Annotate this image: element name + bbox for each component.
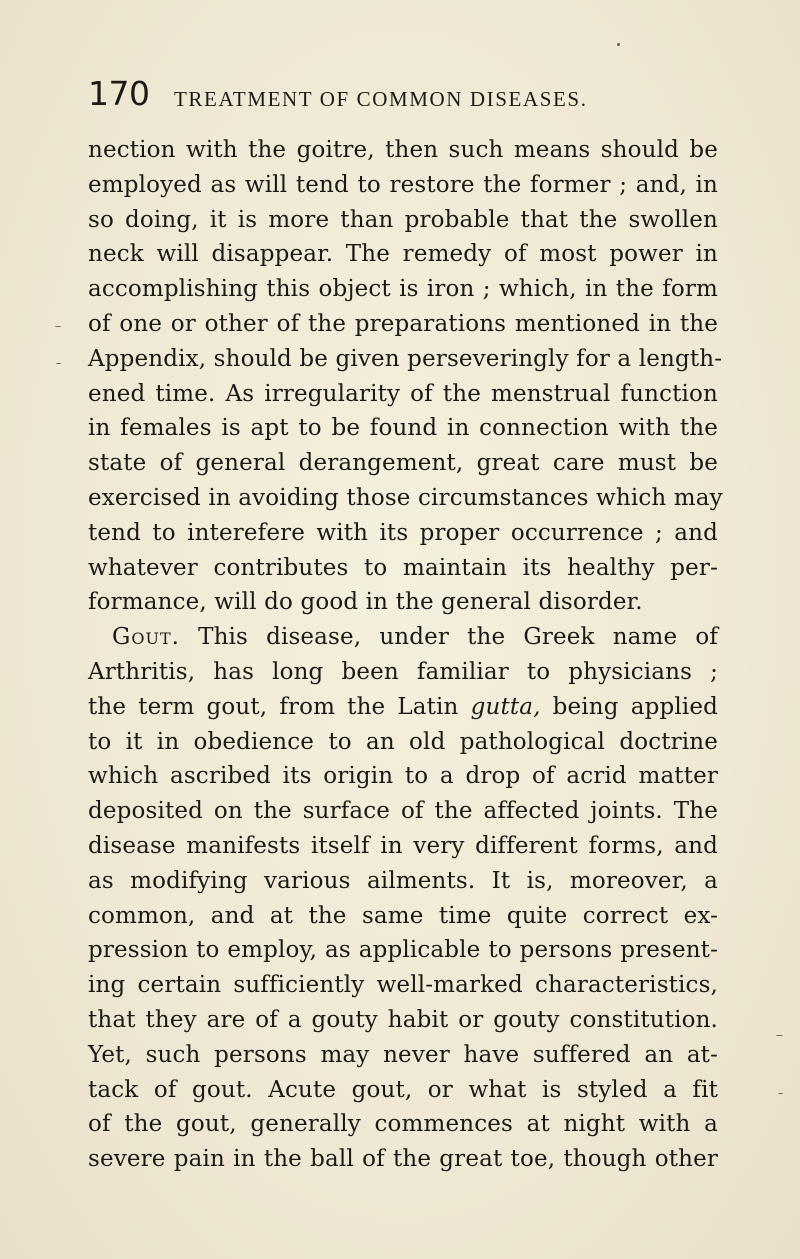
text-line: ing certain sufficiently well-marked characteristics, [88,972,718,999]
paper-mark [776,1035,783,1036]
text-line: which ascribed its origin to a drop of acrid matter [88,763,718,790]
text-line: state of general derangement, great care must be [88,450,718,477]
text-line: neck will disappear. The remedy of most power in [88,241,718,268]
running-title: TREATMENT OF COMMON DISEASES. [174,87,588,111]
text-line: of one or other of the preparations mentioned in the [88,310,718,337]
text-line: of the gout, generally commences at night with a [88,1111,718,1138]
text-line: severe pain in the ball of the great toe, though other [88,1146,718,1173]
text-line: deposited on the surface of the affected joints. The [88,798,718,825]
text-line: so doing, it is more than probable that the swollen [88,206,718,233]
text-line: employed as will tend to restore the former ; and, in [88,171,718,198]
text-line: tack of gout. Acute gout, or what is styled a fit [88,1076,718,1103]
text-line: whatever contributes to maintain its healthy per- [88,554,718,581]
text-line: Appendix, should be given perseveringly for a length- [88,345,723,372]
text-line: Yet, such persons may never have suffered an at- [88,1041,718,1068]
text-line: to it in obedience to an old pathological doctrine [88,728,718,755]
text-line: ened time. As irregularity of the menstrual function [88,380,718,407]
text-line: that they are of a gouty habit or gouty constitution. [88,1006,718,1033]
text-line: pression to employ, as applicable to persons present- [88,937,718,964]
text-fragment: This disease, under the Greek name of [198,624,718,651]
text-line-with-italic [88,690,718,725]
page-header [88,74,728,122]
paper-mark [55,326,61,327]
paper-speck [617,43,620,46]
text-line: Arthritis, has long been familiar to physicians ; [88,658,718,685]
page-number: 170 [88,74,150,113]
text-line: tend to interefere with its proper occurrence ; and [88,519,718,546]
paper-mark [778,1093,783,1094]
section-heading-gout: Gout. [112,624,180,651]
text-line: formance, will do good in the general disorder. [88,589,643,616]
paper-mark [56,363,61,364]
text-line: accomplishing this object is iron ; which, in the form [88,276,718,303]
text-line: common, and at the same time quite correct ex- [88,902,718,929]
text-line: exercised in avoiding those circumstances which may [88,484,723,511]
text-line: as modifying various ailments. It is, moreover, a [88,867,718,894]
text-line: nection with the goitre, then such means should be [88,137,718,163]
body-text [88,133,723,1177]
text-line: in females is apt to be found in connection with the [88,415,718,442]
italic-term: gutta, [470,693,541,720]
paragraph-opening-line [88,620,718,655]
text-line: disease manifests itself in very different forms, and [88,832,718,859]
text-fragment: the term gout, from the Latin [88,693,459,720]
text-fragment: being applied [552,693,718,720]
